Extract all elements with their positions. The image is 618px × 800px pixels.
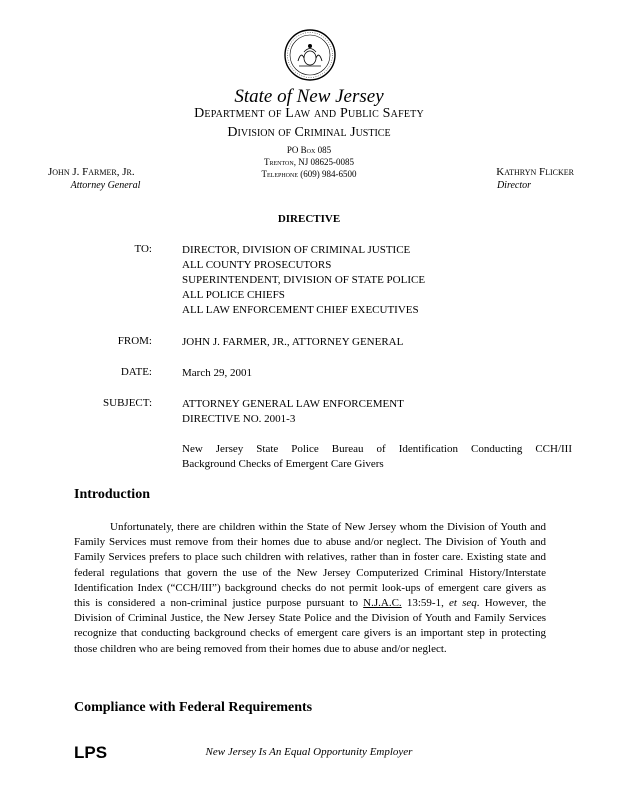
state-seal-icon (283, 28, 337, 82)
recipient-line: DIRECTOR, DIVISION OF CRIMINAL JUSTICE (182, 244, 411, 256)
re-line: New Jersey State Police Bureau of Identification Conducting CCH/III (182, 443, 572, 455)
paragraph-line: Family Services must remove from their homes due to abuse and/or neglect. The Division of Youth and (74, 536, 546, 549)
section-title-introduction: Introduction (74, 487, 150, 502)
letterhead-po-box: PO Box 085 (286, 145, 332, 155)
paragraph-line: recognize that conducting background checks of emergent care givers is an important step in protecting (74, 627, 546, 640)
from-label: FROM: (117, 335, 152, 347)
paragraph-line: Family Services prefers to place such children with relatives, rather than in foster care. Existing state and (74, 551, 546, 564)
subject-line: ATTORNEY GENERAL LAW ENFORCEMENT (182, 398, 404, 410)
recipient-line: SUPERINTENDENT, DIVISION OF STATE POLICE (182, 274, 426, 286)
director-name: Kathryn Flicker (496, 166, 574, 178)
citation-text-a: this is considered a non-criminal justice purpose pursuant to (74, 597, 364, 610)
lps-logo-text: LPS (74, 743, 108, 761)
date-label: DATE: (120, 366, 152, 378)
re-description (182, 442, 572, 472)
letterhead-telephone: Telephone (609) 984-6500 (261, 169, 357, 179)
attorney-general-name: John J. Farmer, Jr. (48, 166, 135, 178)
paragraph-line: federal regulations that govern the use of the New Jersey Computerized Criminal History/Interstate (74, 566, 546, 579)
letterhead-division: Division of Criminal Justice (227, 125, 391, 140)
paragraph-line: those children who are being removed from their homes due to abuse and/or neglect. (74, 642, 447, 655)
paragraph-line-citation (74, 596, 546, 611)
director-title: Director (496, 180, 532, 191)
footer-eoe: New Jersey Is An Equal Opportunity Employer (205, 746, 413, 758)
paragraph-line: Division of Criminal Justice, the New Jersey State Police and the Division of Youth and Family Services (74, 612, 546, 625)
recipient-line: ALL POLICE CHIEFS (182, 289, 285, 301)
recipient-line: ALL COUNTY PROSECUTORS (182, 259, 332, 271)
introduction-paragraph (74, 520, 546, 657)
date-value: March 29, 2001 (182, 367, 252, 379)
re-line: Background Checks of Emergent Care Givers (182, 458, 384, 470)
to-label: TO: (134, 243, 152, 255)
citation-text-b: 13:59-1, (401, 597, 450, 610)
to-recipients (182, 243, 425, 318)
et-seq: et seq (449, 597, 477, 610)
paragraph-line: Identification Index (“CCH/III”) background checks do not permit look-ups of emergent care givers as (74, 581, 546, 594)
document-heading: DIRECTIVE (277, 213, 341, 225)
from-value: JOHN J. FARMER, JR., ATTORNEY GENERAL (182, 336, 404, 348)
letterhead-department: Department of Law and Public Safety (194, 106, 424, 121)
attorney-general-title: Attorney General (70, 180, 141, 191)
njac-citation: N.J.A.C. (363, 597, 402, 610)
subject-line: DIRECTIVE NO. 2001-3 (182, 413, 296, 425)
paragraph-line: Unfortunately, there are children within the State of New Jersey whom the Division of Youth and (110, 521, 546, 533)
letterhead-state: State of New Jersey (234, 86, 384, 107)
subject-label: SUBJECT: (103, 397, 152, 409)
letterhead-city: Trenton, NJ 08625-0085 (264, 157, 354, 167)
subject-value (182, 397, 404, 427)
section-title-compliance: Compliance with Federal Requirements (74, 700, 313, 715)
citation-text-c: . However, the (476, 597, 546, 610)
recipient-line: ALL LAW ENFORCEMENT CHIEF EXECUTIVES (182, 304, 419, 316)
